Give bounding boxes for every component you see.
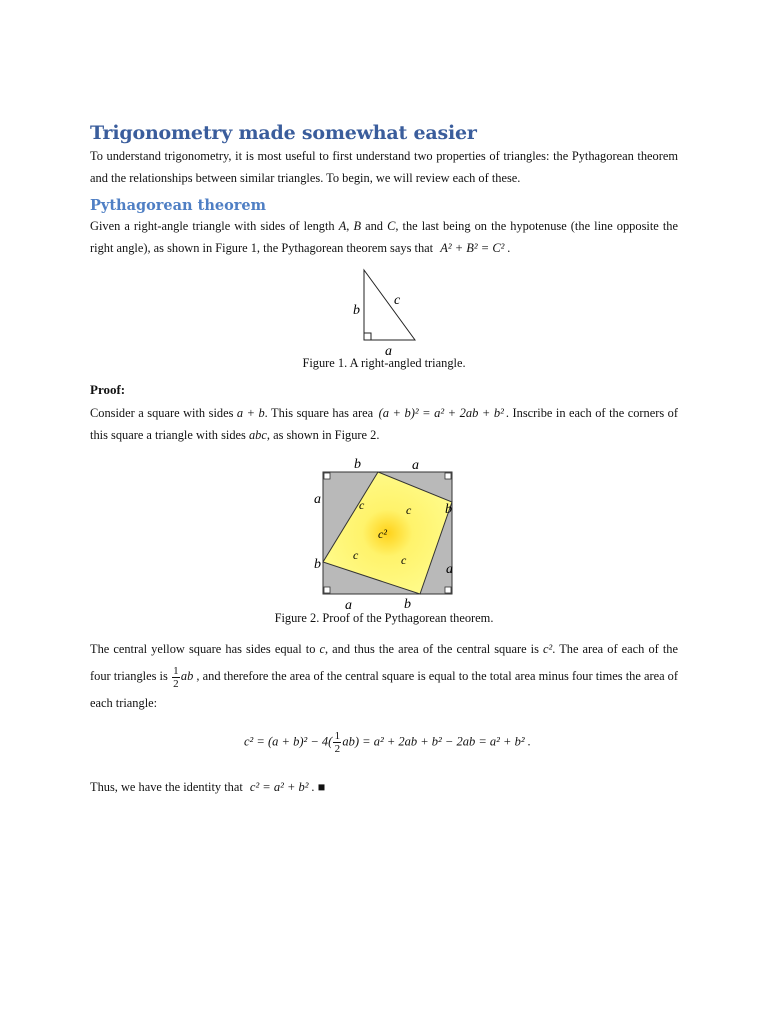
equation-fraction — [333, 730, 341, 755]
proof-text-3: . Inscribe in each of the corners of this square a triangle with sides — [90, 406, 678, 442]
figure-2-pythagorean-proof — [308, 452, 468, 614]
conclusion-paragraph — [90, 776, 678, 798]
conclusion-formula: c² = a² + b² . — [249, 780, 315, 794]
central-text-2: , and thus the area of the central square is — [324, 642, 544, 656]
proof-sides: a + b — [236, 406, 265, 420]
central-text-3: . The area of each of the four triangles is — [90, 642, 678, 683]
conclusion-text: Thus, we have the identity that — [90, 780, 246, 794]
fig1-label-c: c — [394, 293, 401, 308]
area-formula: (a + b)² = a² + 2ab + b² — [378, 406, 504, 420]
fig2-top-b: b — [354, 457, 361, 472]
central-square-paragraph — [90, 636, 678, 717]
fig2-inner-c-3: c — [353, 548, 359, 562]
pyth-text-2: , the last being on the hypotenuse (the line opposite the right angle), as shown in Figure 1, the Pythagorean theorem says that — [90, 219, 678, 255]
proof-text-2: . This square has area — [264, 406, 377, 420]
pythagorean-formula: A² + B² = C² . — [440, 241, 511, 255]
central-text-4: , and therefore the area of the central square is equal to the total area minus four times the area of each triangle: — [90, 669, 678, 710]
fraction-numerator: 1 — [173, 664, 179, 677]
equation-rhs: ) = a² + 2ab + b² − 2ab = a² + b² . — [354, 734, 531, 749]
equation-lhs: c² = (a + b)² − 4( — [244, 734, 333, 749]
figure-1-right-triangle — [340, 262, 430, 358]
proof-paragraph — [90, 402, 678, 446]
intro-paragraph: To understand trigonometry, it is most useful to first understand two properties of triangles: the Pythagorean theorem and the relationships between similar triangles. To begin, we will review each of these. — [90, 149, 678, 185]
fig2-right-b: b — [445, 502, 452, 517]
proof-text-1: Consider a square with sides — [90, 406, 237, 420]
figure-1-caption: Figure 1. A right-angled triangle. — [302, 356, 466, 370]
qed-square: ■ — [317, 780, 326, 794]
central-text-1: The central yellow square has sides equal to — [90, 642, 320, 656]
fig2-left-a: a — [314, 492, 321, 507]
pyth-and: and — [361, 219, 388, 233]
equation-fraction-numerator: 1 — [334, 730, 341, 742]
fig2-inner-c-4: c — [401, 553, 407, 567]
equation-mid: ab — [342, 734, 355, 749]
fig2-bottom-b: b — [404, 597, 411, 612]
central-c-squared: c² — [543, 642, 553, 656]
fig2-left-b: b — [314, 557, 321, 572]
fig1-label-a: a — [385, 344, 392, 358]
central-c: c — [319, 642, 325, 656]
fraction-denominator: 2 — [173, 677, 179, 690]
main-equation — [244, 730, 531, 755]
figure-2-caption: Figure 2. Proof of the Pythagorean theorem. — [274, 611, 494, 625]
pyth-comma: , — [346, 219, 354, 233]
proof-abc: abc — [248, 428, 267, 442]
fig2-inner-c-1: c — [359, 498, 365, 512]
pyth-text-1: Given a right-angle triangle with sides of length — [90, 219, 339, 233]
one-half-fraction — [172, 665, 180, 690]
proof-text-4: , as shown in Figure 2. — [266, 428, 380, 442]
fig2-inner-c-2: c — [406, 503, 412, 517]
page-title: Trigonometry made somewhat easier — [90, 122, 477, 144]
fig2-bottom-a: a — [345, 598, 352, 613]
equation-fraction-denominator: 2 — [334, 743, 341, 755]
pythagorean-paragraph — [90, 215, 678, 259]
fig2-center-c-squared: c² — [378, 527, 387, 541]
fig2-top-a: a — [412, 458, 419, 473]
side-A: A — [338, 219, 347, 233]
section-heading: Pythagorean theorem — [90, 197, 266, 214]
fig2-right-a: a — [446, 562, 453, 577]
side-B: B — [353, 219, 362, 233]
half-ab: ab — [180, 669, 194, 683]
proof-label: Proof: — [90, 382, 126, 397]
side-C: C — [387, 219, 396, 233]
fig1-label-b: b — [353, 303, 360, 318]
